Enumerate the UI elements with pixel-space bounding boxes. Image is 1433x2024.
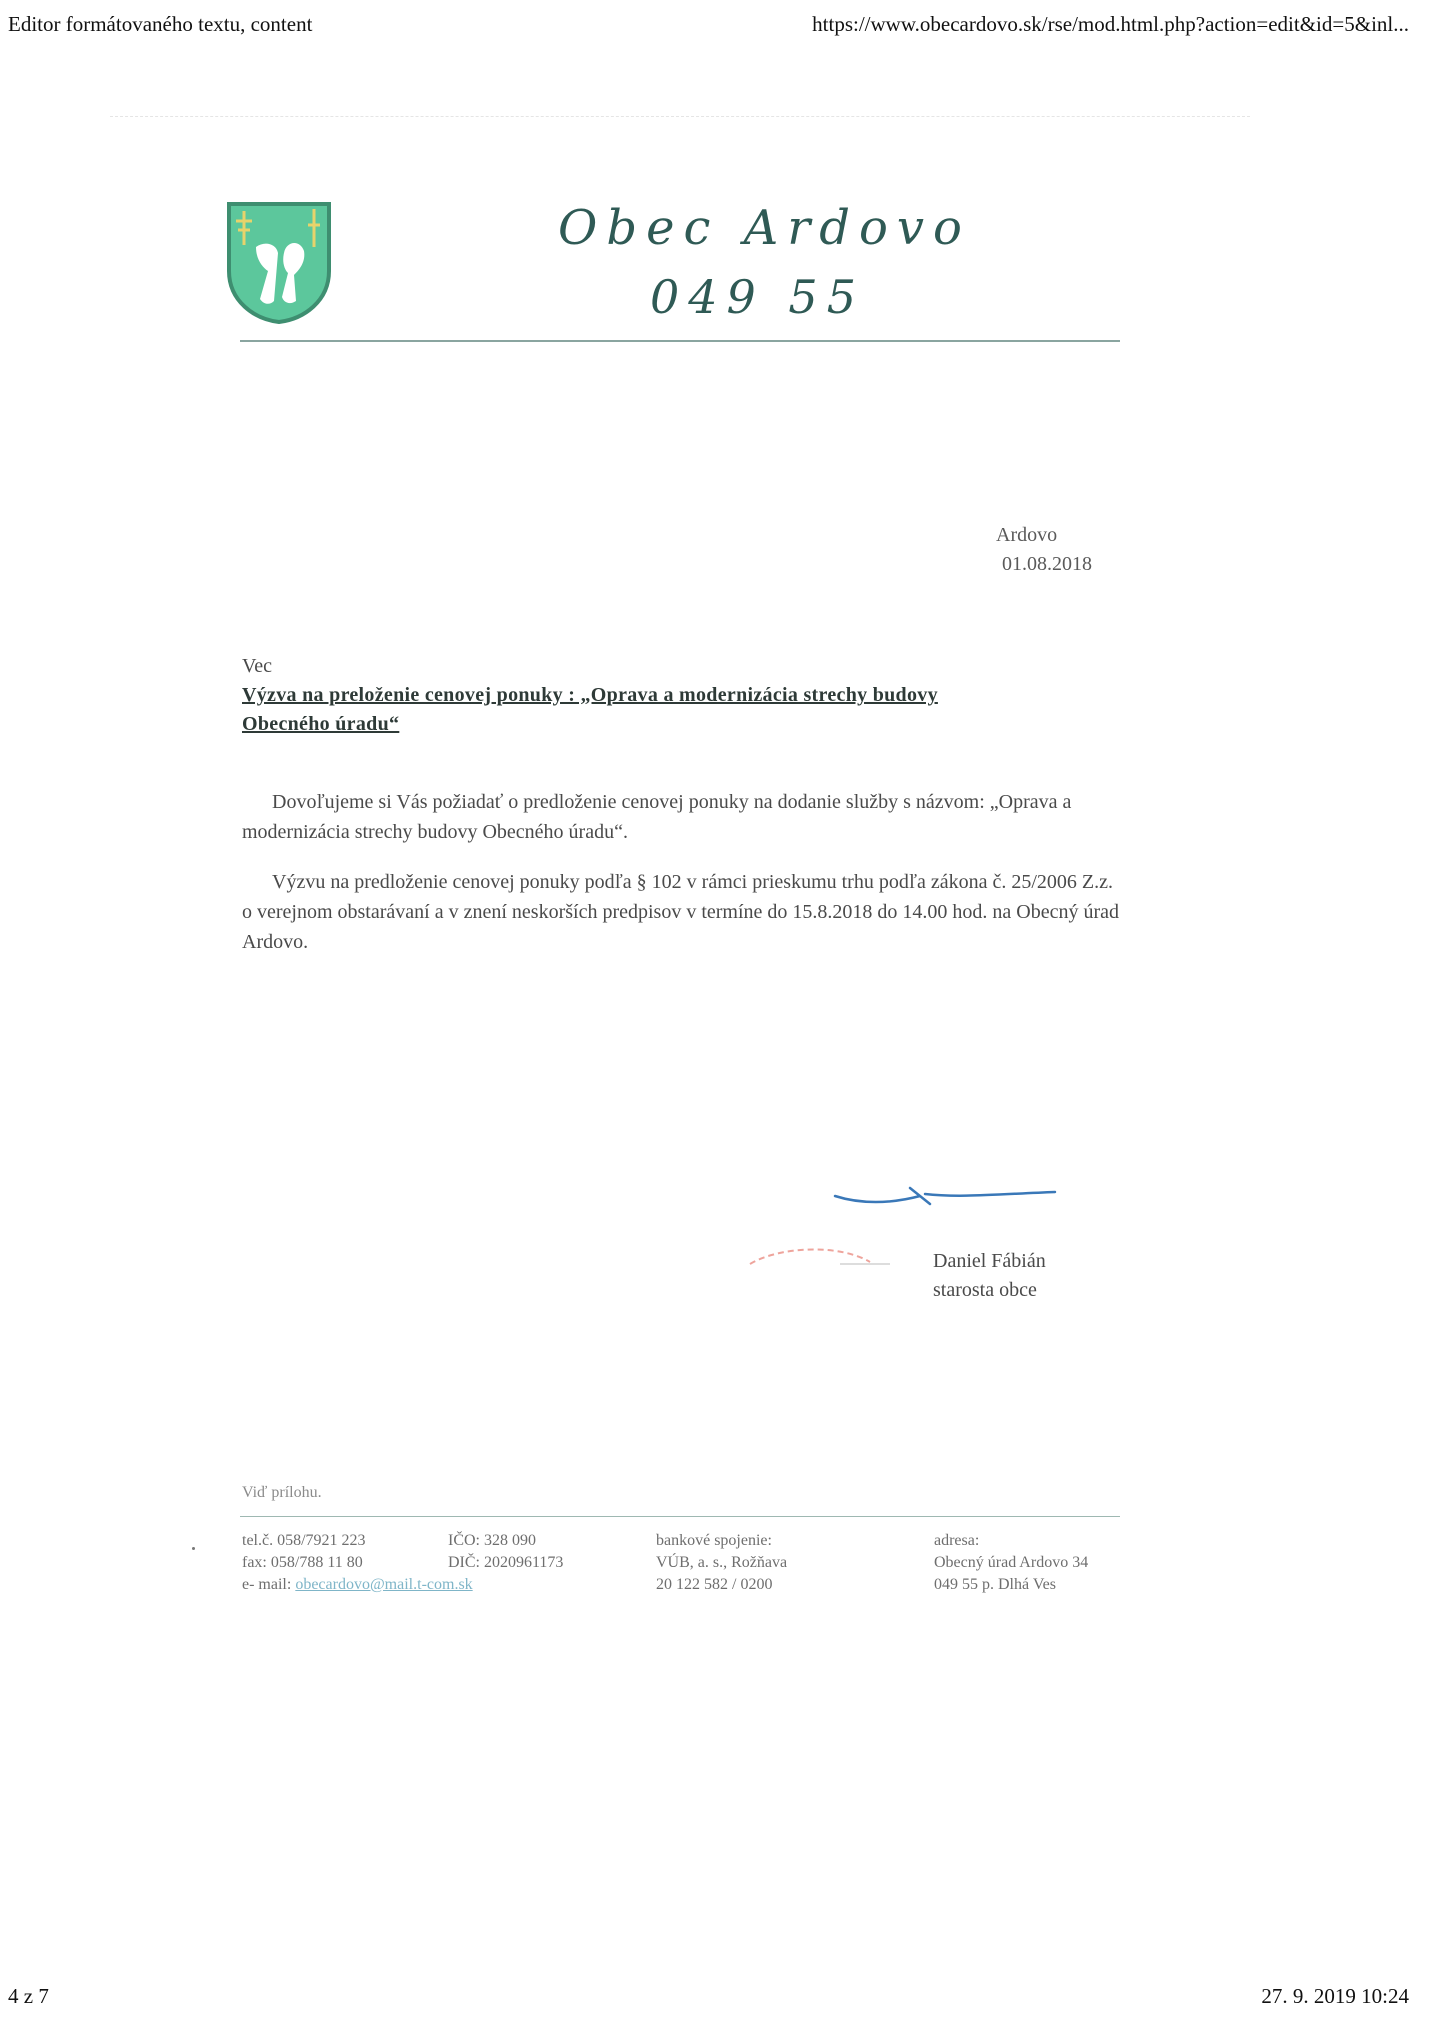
footer-bank-name: VÚB, a. s., Rožňava xyxy=(656,1554,788,1571)
signer-name: Daniel Fábián xyxy=(933,1250,1046,1272)
subject-label: Vec xyxy=(242,655,272,677)
footer-address-column xyxy=(934,1530,1088,1596)
print-page-counter: 4 z 7 xyxy=(8,1984,49,2008)
signature xyxy=(830,1178,1060,1218)
date-block xyxy=(996,521,1092,579)
footer-ico: IČO: 328 090 xyxy=(448,1532,536,1549)
official-stamp xyxy=(740,1234,900,1274)
footer-bank-column xyxy=(656,1530,787,1596)
print-page-title: Editor formátovaného textu, content xyxy=(8,12,313,36)
print-url: https://www.obecardovo.sk/rse/mod.html.php?action=edit&id=5&inl... xyxy=(812,12,1409,36)
letterhead-postcode: 049 55 xyxy=(650,270,865,324)
footer-contact-column xyxy=(242,1530,473,1596)
letter-place: Ardovo xyxy=(996,524,1058,546)
subject-line-2: Obecného úradu“ xyxy=(242,713,400,735)
scan-artifact-dot xyxy=(192,1547,195,1550)
footer-phone: tel.č. 058/7921 223 xyxy=(242,1532,366,1549)
footer-address-label: adresa: xyxy=(934,1532,980,1549)
footer-fax: fax: 058/788 11 80 xyxy=(242,1554,363,1571)
coat-of-arms-icon xyxy=(226,201,332,325)
letter-date: 01.08.2018 xyxy=(1002,553,1092,575)
signer-role: starosta obce xyxy=(933,1279,1037,1301)
scan-artifact-line xyxy=(110,116,1250,117)
footer-address-line-2: 049 55 p. Dlhá Ves xyxy=(934,1576,1056,1593)
footer-email-label: e- mail: xyxy=(242,1576,296,1593)
body-paragraph-2: Výzvu na predloženie cenovej ponuky podľa § 102 v rámci prieskumu trhu podľa zákona č. 25/2006 Z.z. o verejnom obstarávaní a v znení neskorších predpisov v termíne do 15.8.2018 do 14.00 hod. na Obecný úrad Ardovo. xyxy=(242,871,1120,953)
letterhead-title: Obec Ardovo xyxy=(558,200,971,256)
signer-block xyxy=(933,1247,1046,1305)
footer-dic: DIČ: 2020961173 xyxy=(448,1554,564,1571)
footer-address-line-1: Obecný úrad Ardovo 34 xyxy=(934,1554,1089,1571)
subject-line-1: Výzva na preloženie cenovej ponuky : „Oprava a modernizácia strechy budovy xyxy=(242,684,938,706)
print-timestamp: 27. 9. 2019 10:24 xyxy=(1261,1984,1409,2008)
body-paragraph-1: Dovoľujeme si Vás požiadať o predloženie cenovej ponuky na dodanie služby s názvom: „Oprava a modernizácia strechy budovy Obecného úradu“. xyxy=(242,791,1072,843)
footer-email xyxy=(242,1574,473,1596)
footer-divider xyxy=(240,1516,1120,1517)
letterhead-divider xyxy=(240,340,1120,342)
footer-bank-label: bankové spojenie: xyxy=(656,1532,772,1549)
footer-bank-account: 20 122 582 / 0200 xyxy=(656,1576,773,1593)
footer-email-link[interactable]: obecardovo@mail.t-com.sk xyxy=(295,1576,473,1593)
subject-heading xyxy=(242,681,1062,739)
attachment-note: Viď prílohu. xyxy=(242,1484,322,1501)
footer-ids-column xyxy=(448,1530,563,1574)
